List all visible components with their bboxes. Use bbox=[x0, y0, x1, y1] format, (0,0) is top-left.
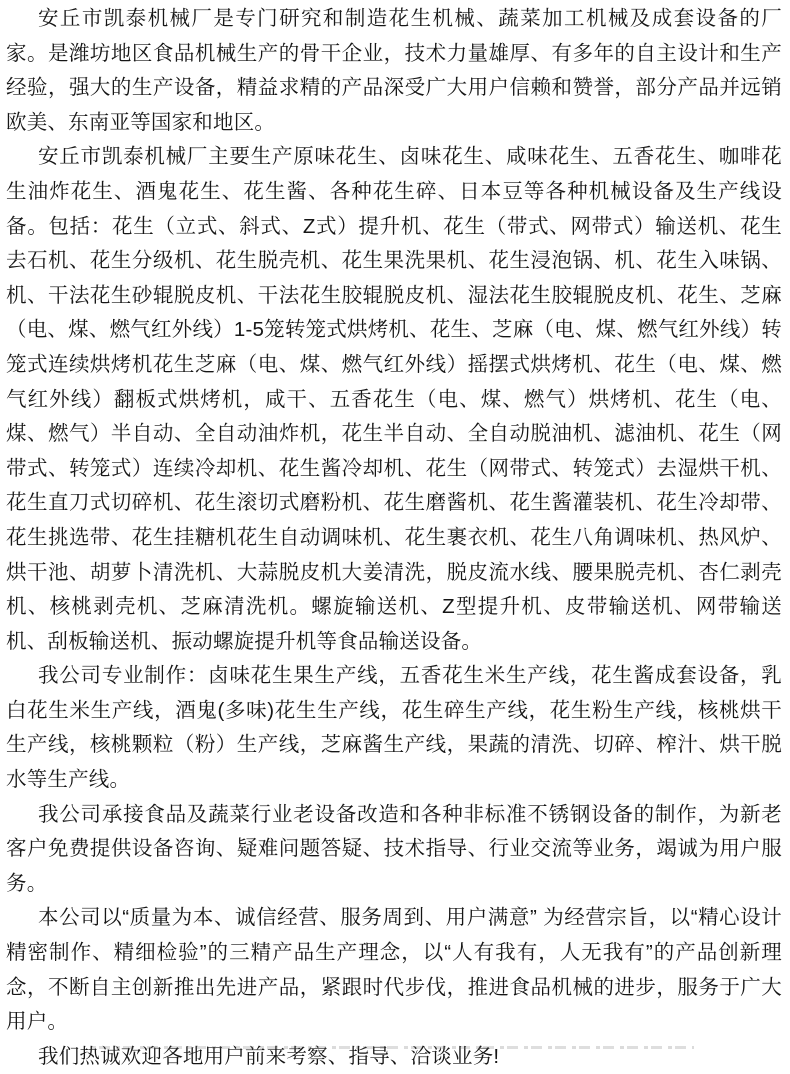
paragraph-production-lines: 我公司专业制作：卤味花生果生产线，五香花生米生产线，花生酱成套设备，乳白花生米生产线，酒鬼(多味)花生生产线，花生碎生产线，花生粉生产线，核桃烘干生产线，核桃颗粒（粉）生产线，芝麻酱生产线，果蔬的清洗、切碎、榨汁、烘干脱水等生产线。 bbox=[6, 664, 782, 792]
paragraph-custom-services: 我公司承接食品及蔬菜行业老设备改造和各种非标准不锈钢设备的制作，为新老客户免费提供设备咨询、疑难问题答疑、技术指导、行业交流等业务，竭诚为用户服务。 bbox=[6, 802, 782, 895]
paragraph-company-intro: 安丘市凯泰机械厂是专门研究和制造花生机械、蔬菜加工机械及成套设备的厂家。是潍坊地区食品机械生产的骨干企业，技术力量雄厚、有多年的自主设计和生产经验，强大的生产设备，精益求精的产品深受广大用户信赖和赞誉，部分产品并远销欧美、东南亚等国家和地区。 bbox=[6, 7, 782, 134]
paragraph-welcome-closing: 我们热诚欢迎各地用户前来考察、指导、洽谈业务! bbox=[38, 1044, 500, 1068]
clipped-next-line-remnant bbox=[92, 1046, 694, 1053]
paragraph-business-philosophy: 本公司以“质量为本、诚信经营、服务周到、用户满意” 为经营宗旨，以“精心设计精密制作、精细检验”的三精产品生产理念，以“人有我有，人无我有”的产品创新理念，不断自主创新推出先进产品，紧跟时代步伐，推进食品机械的进步，服务于广大用户。 bbox=[6, 906, 782, 1034]
paragraph-products-equipment-list: 安丘市凯泰机械厂主要生产原味花生、卤味花生、咸味花生、五香花生、咖啡花生油炸花生、酒鬼花生、花生酱、各种花生碎、日本豆等各种机械设备及生产线设备。包括：花生（立式、斜式、Z式）提升机、花生（带式、网带式）输送机、花生去石机、花生分级机、花生脱壳机、花生果洗果机、花生浸泡锅、机、花生入味锅、机、干法花生砂辊脱皮机、干法花生胶辊脱皮机、湿法花生胶辊脱皮机、花生、芝麻（电、煤、燃气红外线）1-5笼转笼式烘烤机、花生、芝麻（电、煤、燃气红外线）转笼式连续烘烤机花生芝麻（电、煤、燃气红外线）摇摆式烘烤机、花生（电、煤、燃气红外线）翻板式烘烤机，咸干、五香花生（电、煤、燃气）烘烤机、花生（电、煤、燃气）半自动、全自动油炸机，花生半自动、全自动脱油机、滤油机、花生（网带式、转笼式）连续冷却机、花生酱冷却机、花生（网带式、转笼式）去湿烘干机、花生直刀式切碎机、花生滚切式磨粉机、花生磨酱机、花生酱灌装机、花生冷却带、花生挑选带、花生挂糖机花生自动调味机、花生裹衣机、花生八角调味机、热风炉、烘干池、胡萝卜清洗机、大蒜脱皮机大姜清洗，脱皮流水线、腰果脱壳机、杏仁剥壳机、核桃剥壳机、芝麻清洗机。螺旋输送机、Z型提升机、皮带输送机、网带输送机、刮板输送机、振动螺旋提升机等食品输送设备。 bbox=[6, 145, 782, 653]
